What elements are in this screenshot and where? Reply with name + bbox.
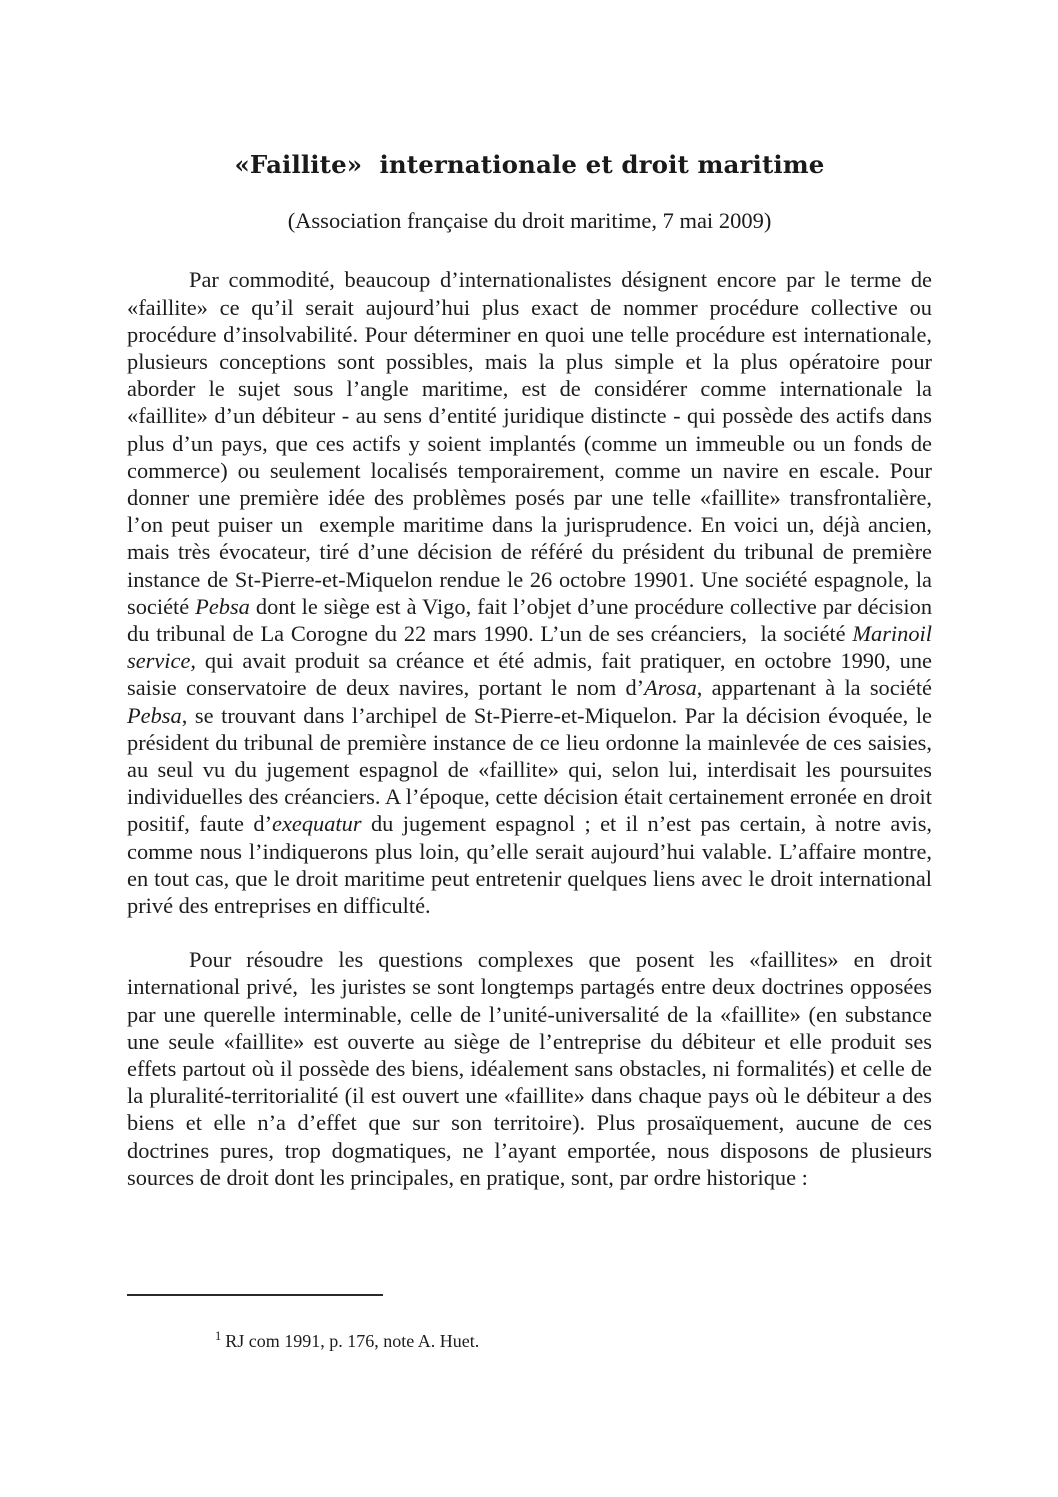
footnote-separator-rule <box>127 1294 383 1296</box>
footnote-marker: 1 <box>215 1328 222 1343</box>
body-paragraph: Par commodité, beaucoup d’internationalistes désignent encore par le terme de «faillite» ce qu’il serait aujourd’hui plus exact de nommer procédure collective ou procédure d’insolvabilité. Pour déterminer en quoi une telle procédure est internationale, plusieurs conceptions sont possibles, mais la plus simple et la plus opératoire pour aborder le sujet sous l’angle maritime, est de considérer comme internationale la «faillite» d’un débiteur - au sens d’entité juridique distincte - qui possède des actifs dans plus d’un pays, que ces actifs y soient implantés (comme un immeuble ou un fonds de commerce) ou seulement localisés temporairement, comme un navire en escale. Pour donner une première idée des problèmes posés par une telle «faillite» transfrontalière, l’on peut puiser un exemple maritime dans la jurisprudence. En voici un, déjà ancien, mais très évocateur, tiré d’une décision de référé du président du tribunal de première instance de St-Pierre-et-Miquelon rendue le 26 octobre 19901. Une société espagnole, la société Pebsa dont le siège est à Vigo, fait l’objet d’une procédure collective par décision du tribunal de La Corogne du 22 mars 1990. L’un de ses créanciers, la société Marinoil service, qui avait produit sa créance et été admis, fait pratiquer, en octobre 1990, une saisie conservatoire de deux navires, portant le nom d’Arosa, appartenant à la société Pebsa, se trouvant dans l’archipel de St-Pierre-et-Miquelon. Par la décision évoquée, le président du tribunal de première instance de ce lieu ordonne la mainlevée de ces saisies, au seul vu du jugement espagnol de «faillite» qui, selon lui, interdisait les poursuites individuelles des créanciers. A l’époque, cette décision était certainement erronée en droit positif, faute d’exequatur du jugement espagnol ; et il n’est pas certain, à notre avis, comme nous l’indiquerons plus loin, qu’elle serait aujourd’hui valable. L’affaire montre, en tout cas, que le droit maritime peut entretenir quelques liens avec le droit international privé des entreprises en difficulté. <box>127 267 938 919</box>
italic-run: Pebsa <box>195 593 250 619</box>
footnote-area <box>127 1294 932 1375</box>
footnote-item <box>127 1306 932 1375</box>
italic-run: Pebsa <box>127 702 182 728</box>
italic-run: Arosa <box>644 675 697 701</box>
italic-run: exequatur <box>272 811 362 837</box>
document-content <box>127 0 938 1191</box>
footnote-text: RJ com 1991, p. 176, note A. Huet. <box>225 1330 480 1351</box>
page-title: «Faillite» internationale et droit maritime <box>234 150 825 179</box>
body-paragraph: Pour résoudre les questions complexes que posent les «faillites» en droit international privé, les juristes se sont longtemps partagés entre deux doctrines opposées par une querelle interminable, celle de l’unité-universalité de la «faillite» (en substance une seule «faillite» est ouverte au siège de l’entreprise du débiteur et elle produit ses effets partout où il possède des biens, idéalement sans obstacles, ni formalités) et celle de la pluralité-territorialité (il est ouvert une «faillite» dans chaque pays où le débiteur a des biens et elle n’a d’effet que sur son territoire). Plus prosaïquement, aucune de ces doctrines pures, trop dogmatiques, ne l’ayant emportée, nous disposons de plusieurs sources de droit dont les principales, en pratique, sont, par ordre historique : <box>127 947 938 1190</box>
italic-run: Marinoil service, <box>127 621 938 674</box>
document-subtitle: (Association française du droit maritime, 7 mai 2009) <box>287 208 772 234</box>
footnote-reference: 1 <box>677 566 689 592</box>
